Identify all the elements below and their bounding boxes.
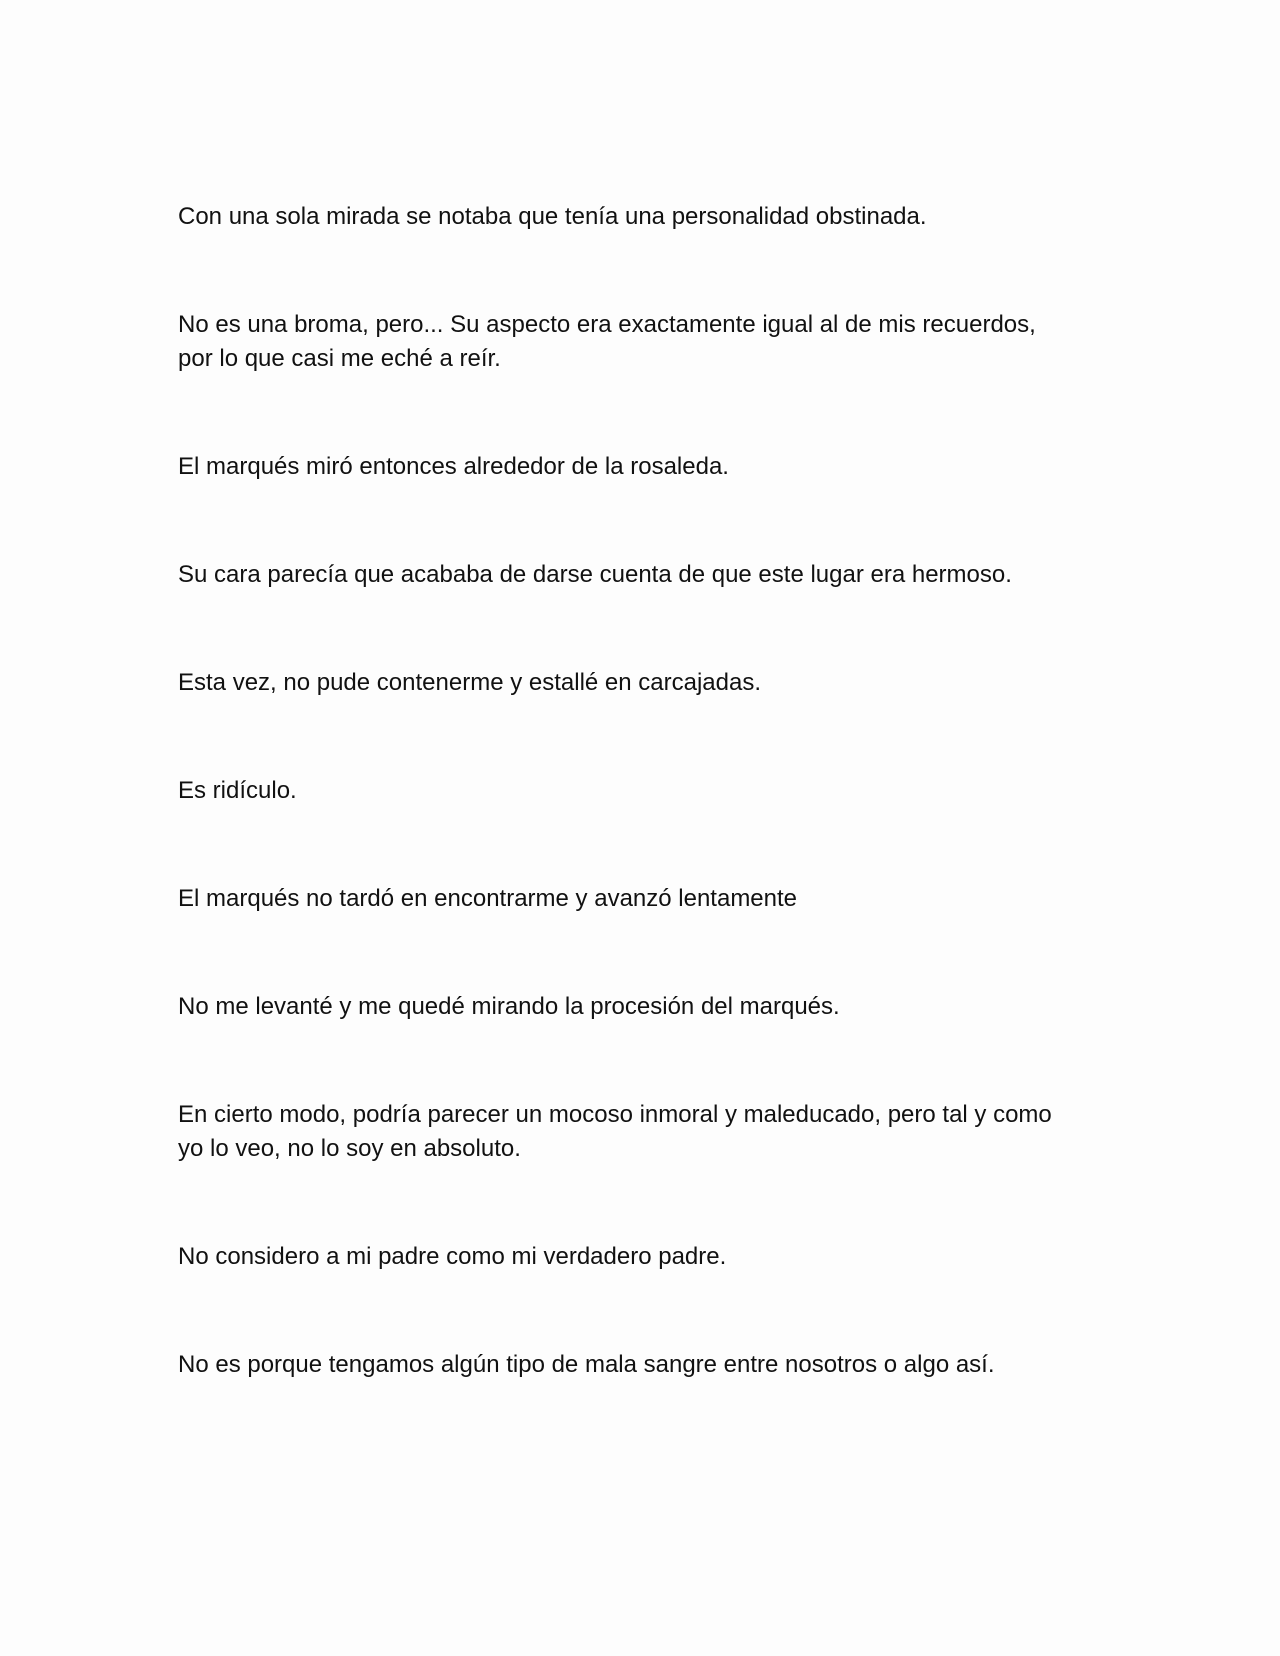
paragraph: El marqués no tardó en encontrarme y avanzó lentamente	[178, 885, 798, 912]
paragraph: Esta vez, no pude contenerme y estallé en carcajadas.	[178, 669, 762, 696]
paragraph: No es una broma, pero... Su aspecto era exactamente igual al de mis recuerdos, por lo que casi me eché a reír.	[178, 311, 1036, 372]
paragraph: En cierto modo, podría parecer un mocoso inmoral y maleducado, pero tal y como yo lo veo, no lo soy en absoluto.	[178, 1101, 1052, 1162]
paragraph: El marqués miró entonces alrededor de la rosaleda.	[178, 453, 729, 480]
paragraph: No me levanté y me quedé mirando la procesión del marqués.	[178, 993, 840, 1020]
paragraph: No es porque tengamos algún tipo de mala sangre entre nosotros o algo así.	[178, 1351, 995, 1378]
paragraph: Con una sola mirada se notaba que tenía una personalidad obstinada.	[178, 203, 927, 230]
paragraph: Es ridículo.	[178, 777, 297, 804]
paragraph: Su cara parecía que acababa de darse cuenta de que este lugar era hermoso.	[178, 561, 1012, 588]
paragraph: No considero a mi padre como mi verdadero padre.	[178, 1243, 727, 1270]
